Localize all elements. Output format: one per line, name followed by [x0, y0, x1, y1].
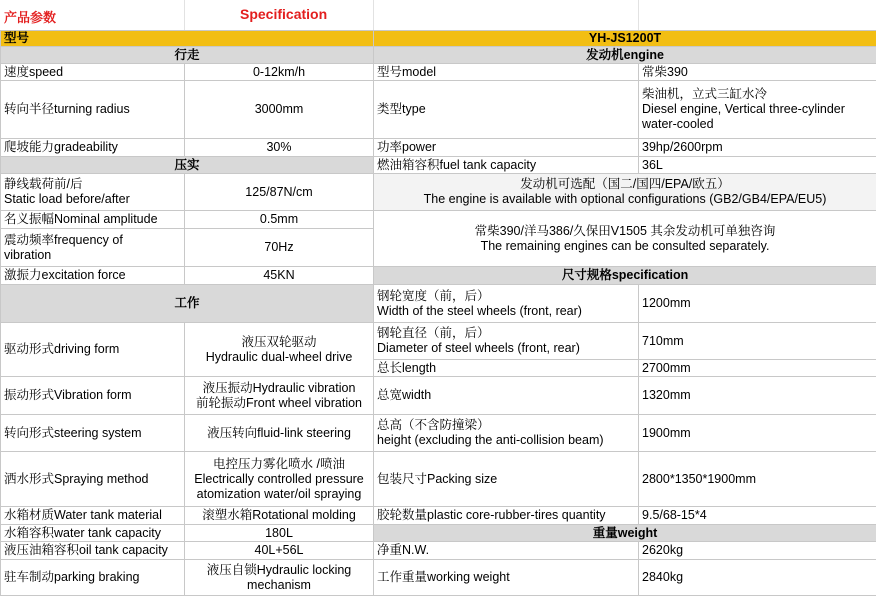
title-cn: 产品参数	[4, 10, 57, 25]
wheel-diameter-line: Diameter of steel wheels (front, rear)	[377, 341, 580, 355]
oil-tank-value: 40L+56L	[185, 542, 374, 560]
vibration-form-line: 液压振动Hydraulic vibration	[202, 380, 356, 395]
net-weight-value: 2620kg	[639, 542, 876, 560]
length-label: 总长length	[374, 360, 639, 377]
tank-material-value: 滚塑水箱Rotational molding	[185, 507, 374, 525]
steering-value: 液压转向fluid-link steering	[185, 415, 374, 452]
table-row	[1, 267, 876, 285]
spraying-value	[185, 452, 374, 507]
table-row	[1, 507, 876, 525]
table-row	[1, 174, 876, 211]
section-weight: 重量weight	[374, 525, 876, 542]
power-label: 功率power	[374, 139, 639, 157]
grid-line	[638, 0, 639, 30]
packing-label: 包装尺寸Packing size	[374, 452, 639, 507]
table-row	[1, 157, 876, 174]
engine-type-line: 柴油机，立式三缸水冷	[642, 87, 768, 101]
table-row	[1, 64, 876, 81]
excitation-label: 激振力excitation force	[1, 267, 185, 285]
width-label: 总宽width	[374, 377, 639, 415]
height-line: 总高（不含防撞梁）	[377, 418, 490, 432]
table-row	[1, 560, 876, 596]
speed-value: 0-12km/h	[185, 64, 374, 81]
driving-line: 液压双轮驱动	[241, 334, 317, 349]
vibration-form-line: 前轮振动Front wheel vibration	[195, 395, 363, 410]
vibration-form-value	[185, 377, 374, 415]
table-row	[1, 211, 876, 229]
wheel-width-line: Width of the steel wheels (front, rear)	[377, 303, 582, 318]
tank-capacity-value: 180L	[185, 525, 374, 542]
table-row	[1, 542, 876, 560]
engine-model-value: 常柴390	[639, 64, 876, 81]
static-load-label	[1, 174, 185, 211]
static-load-value: 125/87N/cm	[185, 174, 374, 211]
engine-optional-note	[374, 174, 876, 211]
amplitude-value: 0.5mm	[185, 211, 374, 229]
wheel-diameter-value: 710mm	[639, 323, 876, 360]
table-row	[1, 377, 876, 415]
working-weight-value: 2840kg	[639, 560, 876, 596]
section-engine: 发动机engine	[374, 47, 876, 64]
tires-label: 胶轮数量plastic core-rubber-tires quantity	[374, 507, 639, 525]
spraying-line: 电控压力雾化喷水 /喷油	[213, 456, 345, 471]
grade-value: 30%	[185, 139, 374, 157]
table-row	[1, 415, 876, 452]
parking-value	[185, 560, 374, 596]
engine-remaining-line: 常柴390/洋马386/久保田V1505 其余发动机可单独咨询	[474, 223, 776, 238]
title-bar	[0, 0, 876, 30]
wheel-diameter-line: 钢轮直径（前，后）	[377, 326, 490, 340]
oil-tank-label: 液压油箱容积oil tank capacity	[1, 542, 185, 560]
section-compaction: 压实	[1, 157, 374, 174]
grid-line	[373, 0, 374, 30]
frequency-line: vibration	[4, 247, 52, 262]
title-en: Specification	[240, 6, 328, 22]
steering-label: 转向形式steering system	[1, 415, 185, 452]
grid-line	[184, 0, 185, 30]
section-dimensions: 尺寸规格specification	[374, 267, 876, 285]
net-weight-label: 净重N.W.	[374, 542, 639, 560]
engine-type-line: Diesel engine, Vertical three-cylinder	[642, 102, 845, 116]
engine-remaining-line: The remaining engines can be consulted separately.	[480, 238, 770, 253]
table-row	[1, 452, 876, 507]
length-value: 2700mm	[639, 360, 876, 377]
engine-optional-line: 发动机可选配（国二/国四/EPA/欧五）	[520, 177, 730, 191]
tank-material-label: 水箱材质Water tank material	[1, 507, 185, 525]
frequency-line: 震动频率frequency of	[4, 232, 123, 247]
engine-type-line: water-cooled	[642, 117, 714, 131]
tires-value: 9.5/68-15*4	[639, 507, 876, 525]
power-value: 39hp/2600rpm	[639, 139, 876, 157]
spraying-line: atomization water/oil spraying	[196, 486, 362, 501]
model-label: 型号	[1, 31, 374, 47]
driving-line: Hydraulic dual-wheel drive	[205, 349, 353, 364]
section-work: 工作	[1, 285, 374, 323]
section-travel: 行走	[1, 47, 374, 64]
turning-label: 转向半径turning radius	[1, 81, 185, 139]
table-row	[1, 31, 876, 47]
engine-remaining-note	[374, 211, 876, 267]
driving-value	[185, 323, 374, 377]
fuel-tank-value: 36L	[639, 157, 876, 174]
engine-model-label: 型号model	[374, 64, 639, 81]
static-load-line: Static load before/after	[4, 192, 130, 206]
wheel-diameter-label	[374, 323, 639, 360]
static-load-line: 静线载荷前/后	[4, 177, 83, 191]
speed-label: 速度speed	[1, 64, 185, 81]
height-value: 1900mm	[639, 415, 876, 452]
height-line: height (excluding the anti-collision beam)	[377, 433, 604, 447]
tank-capacity-label: 水箱容积water tank capacity	[1, 525, 185, 542]
engine-type-value	[639, 81, 876, 139]
driving-label: 驱动形式driving form	[1, 323, 185, 377]
table-row	[1, 47, 876, 64]
turning-value: 3000mm	[185, 81, 374, 139]
engine-type-label: 类型type	[374, 81, 639, 139]
wheel-width-line: 钢轮宽度（前，后）	[377, 288, 490, 303]
parking-label: 驻车制动parking braking	[1, 560, 185, 596]
model-value: YH-JS1200T	[374, 31, 876, 47]
packing-value: 2800*1350*1900mm	[639, 452, 876, 507]
spec-table	[0, 30, 876, 596]
width-value: 1320mm	[639, 377, 876, 415]
wheel-width-value: 1200mm	[639, 285, 876, 323]
excitation-value: 45KN	[185, 267, 374, 285]
spraying-label: 洒水形式Spraying method	[1, 452, 185, 507]
working-weight-label: 工作重量working weight	[374, 560, 639, 596]
height-label	[374, 415, 639, 452]
engine-optional-line: The engine is available with optional configurations (GB2/GB4/EPA/EU5)	[423, 192, 827, 206]
frequency-label	[1, 229, 185, 267]
amplitude-label: 名义振幅Nominal amplitude	[1, 211, 185, 229]
frequency-value: 70Hz	[185, 229, 374, 267]
grade-label: 爬坡能力gradeability	[1, 139, 185, 157]
parking-line: mechanism	[247, 577, 311, 592]
fuel-tank-label: 燃油箱容积fuel tank capacity	[374, 157, 639, 174]
spraying-line: Electrically controlled pressure	[194, 471, 364, 486]
parking-line: 液压自锁Hydraulic locking	[206, 562, 352, 577]
table-row	[1, 323, 876, 360]
table-row	[1, 139, 876, 157]
table-row	[1, 81, 876, 139]
table-row	[1, 525, 876, 542]
vibration-form-label: 振动形式Vibration form	[1, 377, 185, 415]
wheel-width-label	[374, 285, 639, 323]
table-row	[1, 285, 876, 323]
